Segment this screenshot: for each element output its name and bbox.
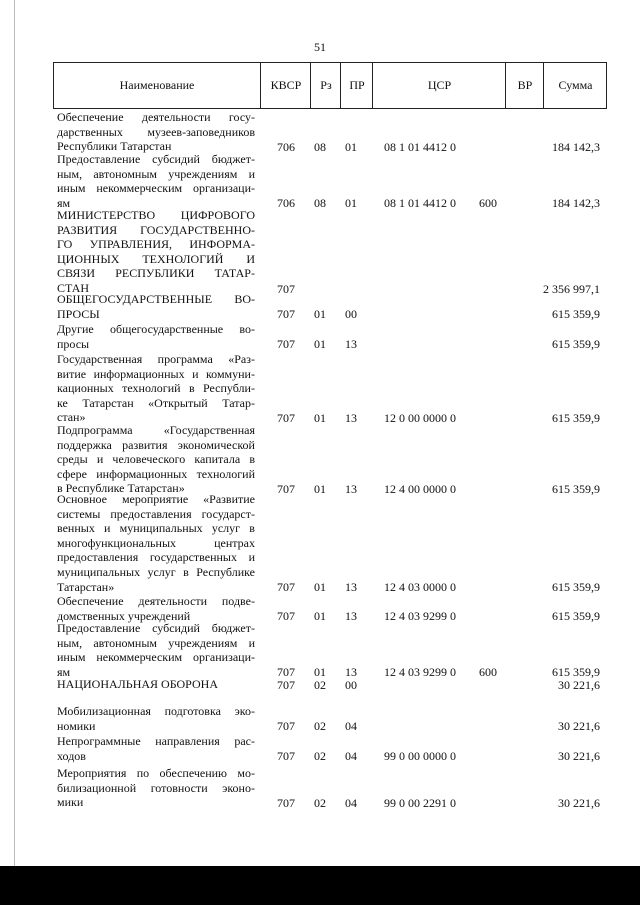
row-name-line: Другие общегосударственные во-	[57, 322, 255, 336]
row-rz: 01	[314, 665, 326, 680]
row-name-line: ке Татарстан «Открытый Татар-	[57, 395, 255, 410]
row-name	[57, 677, 255, 692]
row-rz: 02	[314, 719, 326, 734]
row-name-line: Предоставление субсидий бюджет-	[57, 152, 255, 166]
table-row	[0, 594, 640, 623]
header-name: Наименование	[119, 78, 195, 92]
row-name-line: Основное мероприятие «Развитие	[57, 492, 255, 506]
row-sum: 184 142,3	[552, 139, 600, 154]
row-sum: 615 359,9	[552, 609, 600, 624]
row-csr: 12 4 03 9299 0	[384, 665, 456, 680]
row-rz: 02	[314, 795, 326, 810]
header-csr: ЦСР	[372, 63, 506, 108]
row-name-line: Предоставление субсидий бюджет-	[57, 621, 255, 635]
row-pr: 13	[345, 411, 357, 425]
row-sum: 615 359,9	[552, 307, 600, 322]
row-name	[57, 621, 255, 679]
row-name-line: мики	[57, 795, 84, 810]
row-rz: 01	[314, 482, 326, 496]
row-sum: 615 359,9	[552, 665, 600, 680]
row-sum: 615 359,9	[552, 580, 600, 595]
row-name-line: иным некоммерческим организаци-	[57, 181, 255, 196]
row-name-line: Мобилизационная подготовка эко-	[57, 704, 255, 718]
row-name-line: ходов	[57, 748, 86, 763]
row-pr: 04	[345, 795, 357, 810]
row-name-line: многофункциональных центрах	[57, 535, 255, 550]
row-sum: 615 359,9	[552, 482, 600, 496]
row-kvsr: 707	[277, 749, 295, 764]
table-header	[53, 62, 607, 109]
row-kvsr: 707	[277, 411, 295, 425]
row-rz: 01	[314, 411, 326, 425]
row-pr: 01	[345, 139, 357, 154]
row-pr: 00	[345, 307, 357, 322]
row-name-line: Республики Татарстан	[57, 139, 172, 154]
row-rz: 02	[314, 749, 326, 764]
row-name	[57, 704, 255, 733]
row-name	[57, 208, 255, 296]
row-name-line: витие информационных и коммуни-	[57, 366, 255, 381]
row-kvsr: 707	[277, 307, 295, 322]
row-name	[57, 352, 255, 425]
row-name	[57, 766, 255, 810]
row-name-line: просы	[57, 336, 90, 351]
table-row	[0, 423, 640, 496]
row-name-line: венных и муниципальных услуг в	[57, 521, 255, 536]
row-name-line: ным, автономным учреждениям и	[57, 166, 255, 181]
row-sum: 30 221,6	[558, 795, 600, 810]
page-number: 51	[314, 40, 326, 54]
row-kvsr: 707	[277, 795, 295, 810]
table-row	[0, 322, 640, 351]
row-name-line: НАЦИОНАЛЬНАЯ ОБОРОНА	[57, 677, 218, 691]
row-name	[57, 152, 255, 210]
row-kvsr: 707	[277, 719, 295, 734]
row-name-line: иным некоммерческим организаци-	[57, 650, 255, 665]
row-kvsr: 707	[277, 665, 295, 680]
header-kvsr: КВСР	[260, 63, 311, 108]
row-name-line: Государственная программа «Раз-	[57, 352, 255, 366]
row-name-line: среды и человеческого капитала в	[57, 452, 255, 467]
table-row	[0, 152, 640, 210]
row-name-line: ным, автономным учреждениям и	[57, 635, 255, 650]
row-rz: 02	[314, 677, 326, 692]
row-pr: 04	[345, 719, 357, 734]
row-name-line: номики	[57, 718, 96, 733]
row-csr: 12 4 03 9299 0	[384, 609, 456, 624]
table-row	[0, 766, 640, 810]
row-name-line: в Республике Татарстан»	[57, 481, 185, 496]
row-csr: 08 1 01 4412 0	[384, 196, 456, 211]
row-sum: 30 221,6	[558, 719, 600, 734]
row-rz: 01	[314, 307, 326, 322]
header-vr: ВР	[505, 63, 544, 108]
row-pr: 13	[345, 665, 357, 680]
table-row	[0, 621, 640, 679]
row-name-line: ОБЩЕГОСУДАРСТВЕННЫЕ ВО-	[57, 292, 255, 306]
row-rz: 01	[314, 609, 326, 624]
row-kvsr: 707	[277, 281, 295, 296]
row-name-line: кационных технологий в Республи-	[57, 381, 255, 396]
table-row	[0, 734, 640, 763]
row-name-line: ЦИОННЫХ ТЕХНОЛОГИЙ И	[57, 251, 255, 266]
row-csr: 08 1 01 4412 0	[384, 139, 456, 154]
table-row	[0, 208, 640, 296]
row-name-line: Непрограммные направления рас-	[57, 734, 255, 748]
row-kvsr: 707	[277, 482, 295, 496]
row-sum: 184 142,3	[552, 196, 600, 211]
row-name-line: ям	[57, 664, 71, 679]
row-vr: 600	[479, 196, 497, 211]
row-name	[57, 734, 255, 763]
row-name-line: Обеспечение деятельности госу-	[57, 110, 255, 124]
row-kvsr: 707	[277, 337, 295, 352]
row-name	[57, 292, 255, 321]
row-name-line: стан»	[57, 410, 86, 425]
row-name-line: Подпрограмма «Государственная	[57, 423, 255, 437]
row-name-line: поддержка развития экономической	[57, 437, 255, 452]
row-name-line: ям	[57, 195, 71, 210]
table-row	[0, 352, 640, 425]
row-name-line: Мероприятия по обеспечению мо-	[57, 766, 255, 780]
row-name-line: домственных учреждений	[57, 608, 191, 623]
row-csr: 99 0 00 0000 0	[384, 749, 456, 764]
row-rz: 08	[314, 139, 326, 154]
header-pr: ПР	[340, 63, 373, 108]
row-kvsr: 707	[277, 609, 295, 624]
row-name	[57, 110, 255, 154]
row-kvsr: 706	[277, 139, 295, 154]
row-name-line: сфере информационных технологий	[57, 466, 255, 481]
row-pr: 01	[345, 196, 357, 211]
header-sum: Сумма	[543, 63, 607, 108]
row-name	[57, 492, 255, 594]
row-name-line: МИНИСТЕРСТВО ЦИФРОВОГО	[57, 208, 255, 222]
row-kvsr: 707	[277, 580, 295, 595]
row-sum: 30 221,6	[558, 749, 600, 764]
row-name	[57, 594, 255, 623]
row-pr: 13	[345, 609, 357, 624]
table-row	[0, 292, 640, 321]
row-name-line: ПРОСЫ	[57, 306, 100, 321]
row-vr: 600	[479, 665, 497, 680]
row-sum: 615 359,9	[552, 411, 600, 425]
row-pr: 13	[345, 482, 357, 496]
row-rz: 08	[314, 196, 326, 211]
row-name-line: ГО УПРАВЛЕНИЯ, ИНФОРМА-	[57, 237, 255, 252]
row-pr: 13	[345, 337, 357, 352]
row-pr: 00	[345, 677, 357, 692]
row-name-line: системы предоставления государст-	[57, 506, 255, 521]
row-sum: 615 359,9	[552, 337, 600, 352]
scan-bottom-border	[0, 866, 640, 905]
row-name-line: предоставления государственных и	[57, 550, 255, 565]
row-name	[57, 322, 255, 351]
row-csr: 12 4 00 0000 0	[384, 482, 456, 496]
row-pr: 13	[345, 580, 357, 595]
row-name-line: муниципальных услуг в Республике	[57, 564, 255, 579]
header-rz: Рз	[310, 63, 341, 108]
row-name-line: дарственных музеев-заповедников	[57, 124, 255, 139]
row-csr: 12 0 00 0000 0	[384, 411, 456, 425]
row-name-line: Обеспечение деятельности подве-	[57, 594, 255, 608]
table-row	[0, 110, 640, 154]
row-csr: 99 0 00 2291 0	[384, 795, 456, 810]
table-row	[0, 492, 640, 594]
table-row	[0, 677, 640, 692]
row-sum: 2 356 997,1	[543, 281, 600, 296]
row-csr: 12 4 03 0000 0	[384, 580, 456, 595]
row-pr: 04	[345, 749, 357, 764]
row-name-line: Татарстан»	[57, 579, 115, 594]
row-name	[57, 423, 255, 496]
row-name-line: РАЗВИТИЯ ГОСУДАРСТВЕННО-	[57, 222, 255, 237]
row-rz: 01	[314, 580, 326, 595]
row-name-line: СТАН	[57, 280, 90, 295]
row-name-line: билизационной готовности эконо-	[57, 780, 255, 795]
row-sum: 30 221,6	[558, 677, 600, 692]
row-rz: 01	[314, 337, 326, 352]
row-kvsr: 706	[277, 196, 295, 211]
row-kvsr: 707	[277, 677, 295, 692]
row-name-line: СВЯЗИ РЕСПУБЛИКИ ТАТАР-	[57, 266, 255, 281]
table-row	[0, 704, 640, 733]
